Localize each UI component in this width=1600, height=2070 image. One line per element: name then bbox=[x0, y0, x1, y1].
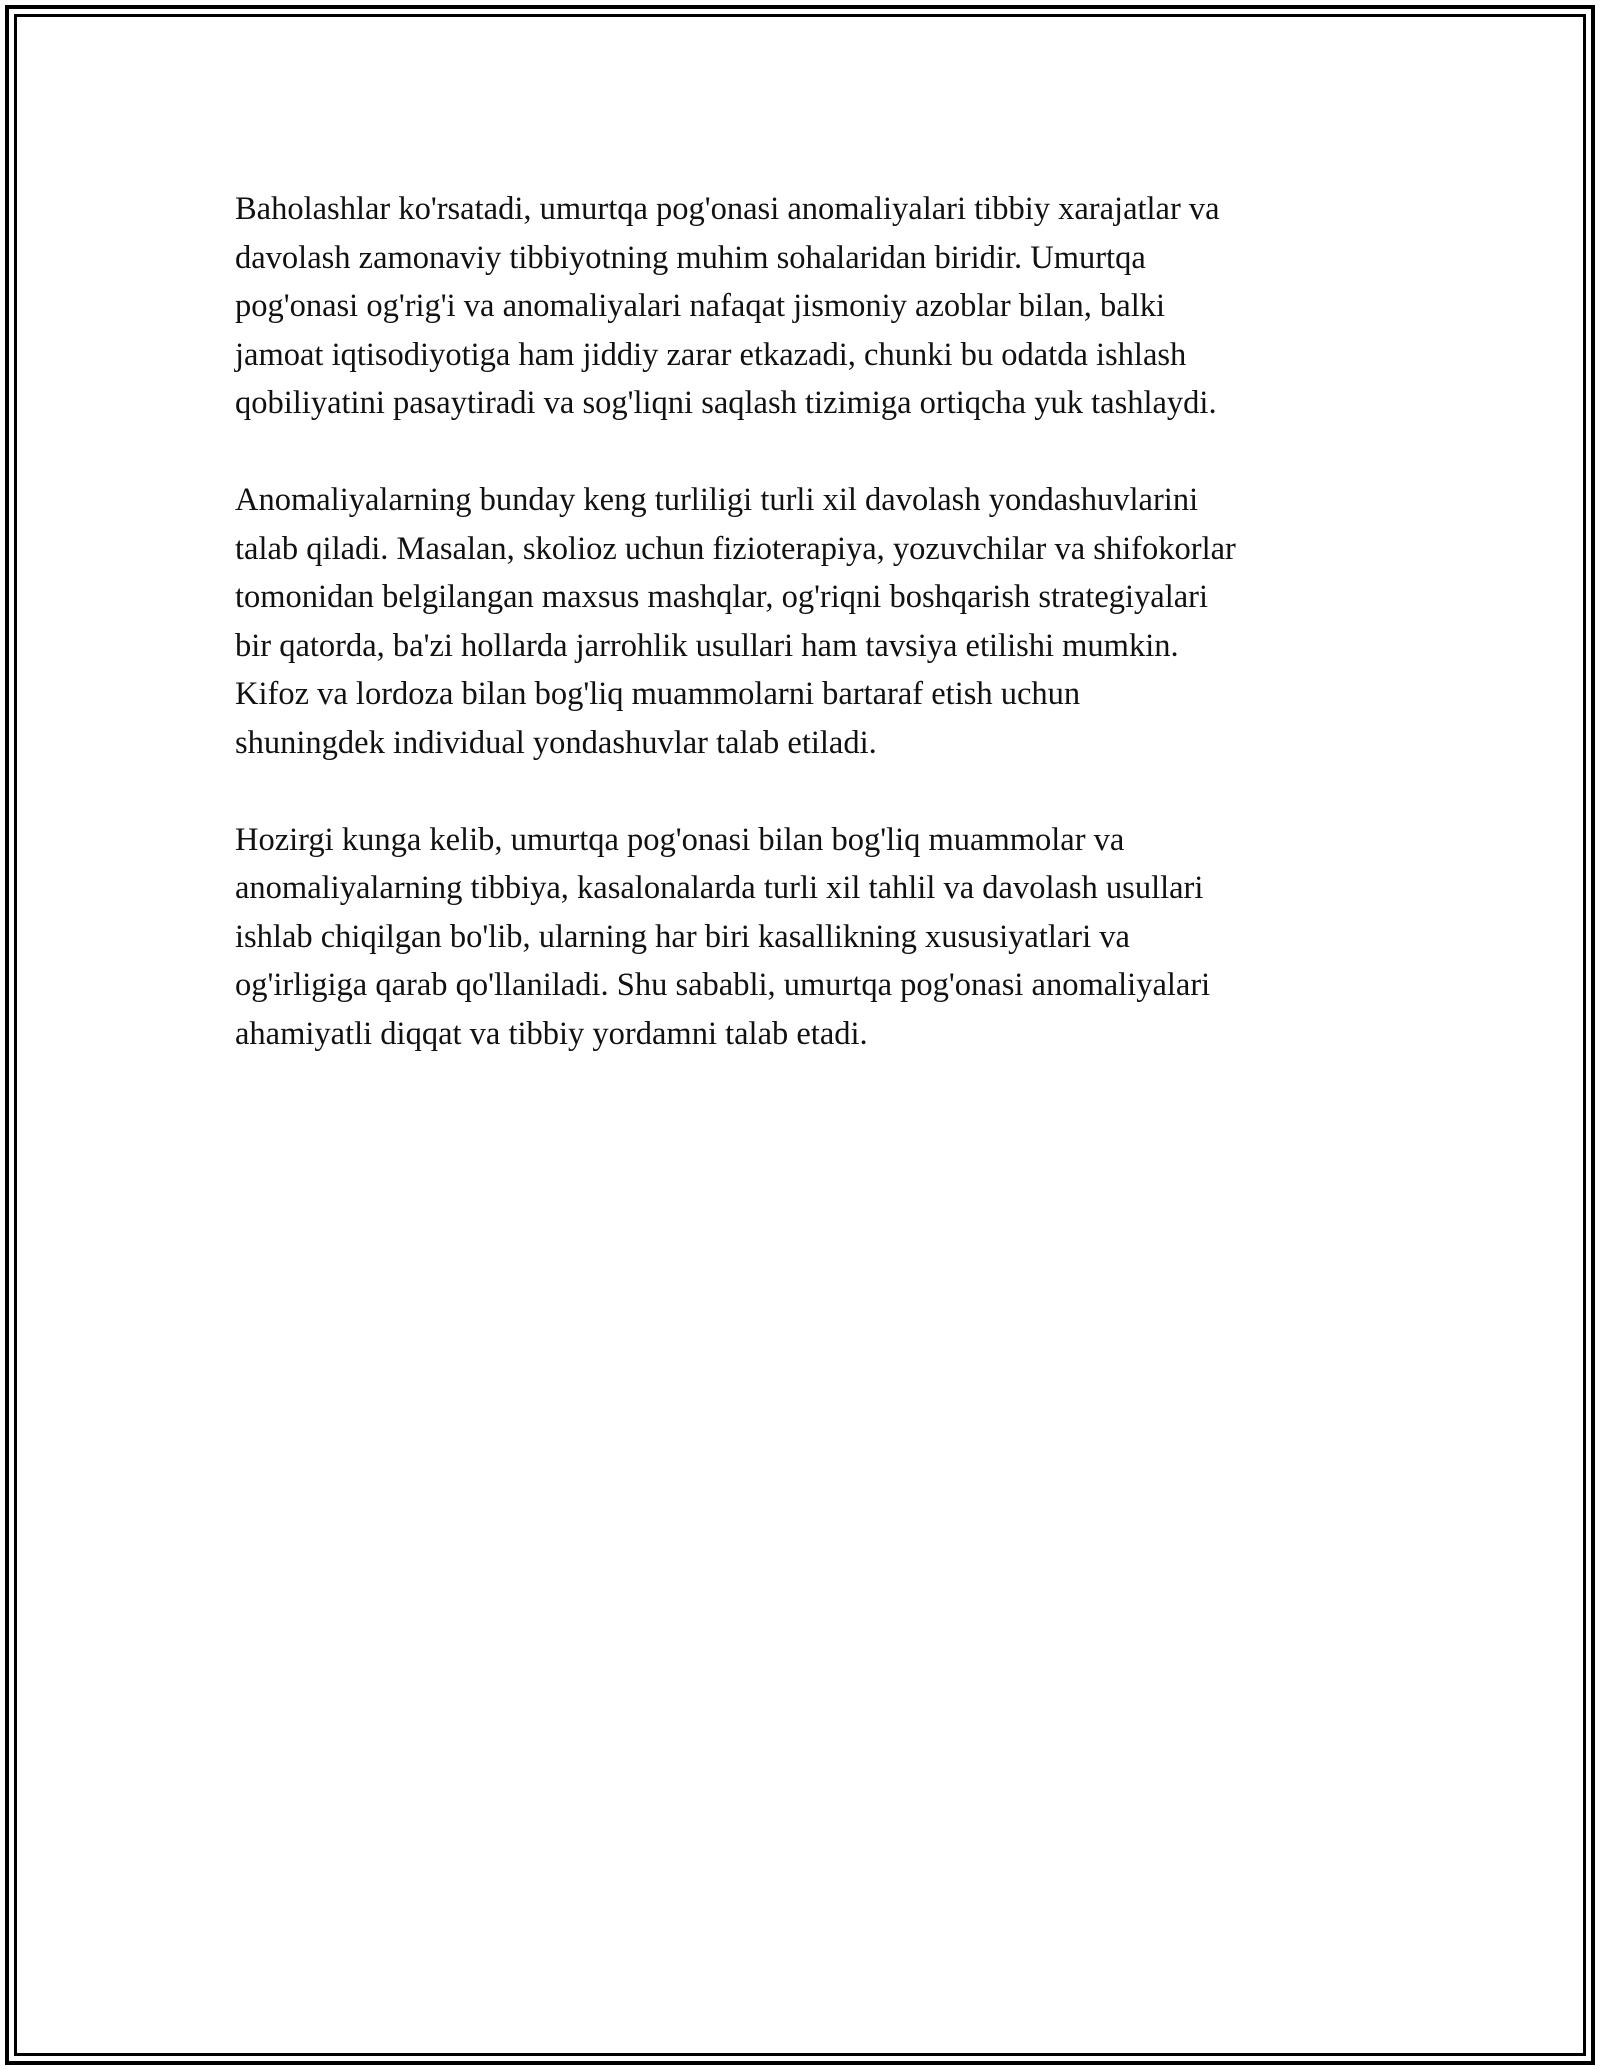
paragraph-line: tomonidan belgilangan maxsus mashqlar, og'riqni boshqarish strategiyalari bbox=[235, 579, 1209, 615]
paragraph-line: talab qiladi. Masalan, skolioz uchun fizioterapiya, yozuvchilar va shifokorlar bbox=[235, 530, 1236, 567]
document-body bbox=[235, 185, 1385, 1058]
paragraph-line: ishlab chiqilgan bo'lib, ularning har biri kasallikning xususiyatlari va bbox=[235, 918, 1130, 955]
paragraph-line: Hozirgi kunga kelib, umurtqa pog'onasi bilan bog'liq muammolar va bbox=[235, 821, 1125, 858]
paragraph-1 bbox=[235, 185, 1385, 428]
paragraph-3 bbox=[235, 816, 1385, 1059]
paragraph-line: anomaliyalarning tibbiya, kasalonalarda turli xil tahlil va davolash usullari bbox=[235, 870, 1204, 906]
paragraph-line: qobiliyatini pasaytiradi va sog'liqni saqlash tizimiga ortiqcha yuk tashlaydi. bbox=[235, 385, 1217, 421]
paragraph-line: Anomaliyalarning bunday keng turliligi turli xil davolash yondashuvlarini bbox=[235, 482, 1199, 518]
paragraph-line: bir qatorda, ba'zi hollarda jarrohlik usullari ham tavsiya etilishi mumkin. bbox=[235, 627, 1179, 664]
paragraph-line: Kifoz va lordoza bilan bog'liq muammolarni bartaraf etish uchun bbox=[235, 676, 1081, 712]
paragraph-line: ahamiyatli diqqat va tibbiy yordamni talab etadi. bbox=[235, 1015, 868, 1052]
paragraph-line: pog'onasi og'rig'i va anomaliyalari nafaqat jismoniy azoblar bilan, balki bbox=[235, 288, 1166, 324]
paragraph-line: Baholashlar ko'rsatadi, umurtqa pog'onasi anomaliyalari tibbiy xarajatlar va bbox=[235, 191, 1220, 227]
paragraph-2 bbox=[235, 476, 1385, 767]
paragraph-line: davolash zamonaviy tibbiyotning muhim sohalaridan biridir. Umurtqa bbox=[235, 239, 1146, 276]
paragraph-line: shuningdek individual yondashuvlar talab etiladi. bbox=[235, 724, 877, 761]
paragraph-line: og'irligiga qarab qo'llaniladi. Shu sababli, umurtqa pog'onasi anomaliyalari bbox=[235, 967, 1211, 1003]
paragraph-line: jamoat iqtisodiyotiga ham jiddiy zarar etkazadi, chunki bu odatda ishlash bbox=[235, 336, 1187, 373]
